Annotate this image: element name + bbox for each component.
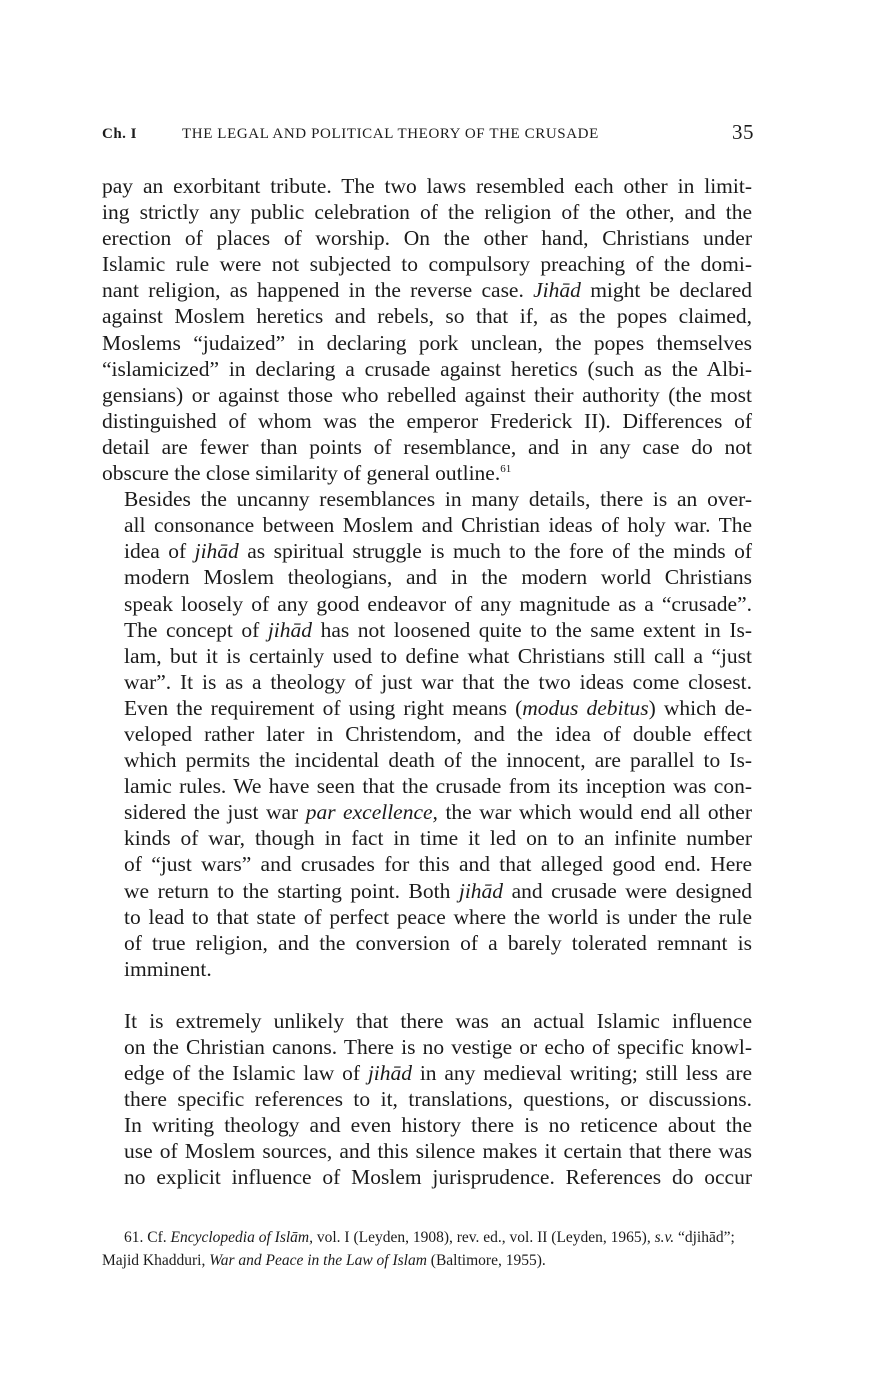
text-line: erection of places of worship. On the other hand, Christians under [102,226,752,251]
paragraph-1 [102,173,752,486]
text-line: veloped rather later in Christendom, and the idea of double effect [124,721,752,746]
text-line: Moslems “judaized” in declaring pork unclean, the popes themselves [102,330,752,355]
text-line: imminent. [124,956,212,981]
text-line: kinds of war, though in fact in time it led on to an infinite number [124,826,752,851]
text-line [102,878,752,904]
text-line: all consonance between Moslem and Christian ideas of holy war. The [124,513,752,538]
text-line: gensians) or against those who rebelled against their authority (the most [102,382,752,407]
text-fragment: The concept of [124,617,260,642]
italic-term: Jihād [533,278,581,303]
text-fragment: vol. I (Leyden, 1908), rev. ed., vol. II (Leyden, 1965), [316,1229,651,1246]
text-fragment: nant religion, as happened in the reverse case. [102,278,524,303]
text-fragment: we return to the starting point. Both [124,878,451,903]
chapter-label: Ch. I [102,126,138,142]
paragraph-2 [102,486,752,982]
text-fragment: the war which would end all other [445,800,752,825]
paragraph-3 [102,1008,752,1191]
text-fragment: “djihād”; [678,1229,735,1246]
italic-term: modus debitus [522,695,649,720]
footnote-61 [102,1226,752,1272]
text-line [102,538,752,564]
body-text [102,173,752,1191]
text-fragment: obscure the close similarity of general outline. [102,461,501,486]
text-line: which permits the incidental death of the innocent, are parallel to Is- [124,748,752,773]
text-fragment: edge of the Islamic law of [124,1061,360,1086]
citation-title: War and Peace in the Law of Islam [209,1252,427,1269]
footnote-line [102,1249,752,1272]
text-line: on the Christian canons. There is no vestige or echo of specific knowl- [124,1035,752,1059]
text-line [102,799,752,825]
text-line: “islamicized” in declaring a crusade against heretics (such as the Albi- [102,356,752,381]
text-line: Besides the uncanny resemblances in many details, there is an over- [124,487,752,512]
text-line: no explicit influence of Moslem jurisprudence. References do occur [124,1165,752,1190]
citation-title: Encyclopedia of Islām, [170,1229,313,1246]
text-fragment: ) which de- [648,695,752,720]
text-fragment: has not loosened quite to the same extent in Is- [320,617,753,642]
text-fragment: idea of [124,539,187,564]
text-fragment: and crusade were designed [511,878,753,903]
text-fragment: s.v. [654,1229,675,1246]
text-line: ing strictly any public celebration of the religion of the other, and the [102,200,752,225]
text-line: modern Moslem theologians, and in the modern world Christians [124,565,752,590]
text-line: there specific references to it, translations, questions, or discussions. [124,1087,752,1112]
text-fragment: (Baltimore, 1955). [430,1252,546,1269]
text-line: distinguished of whom was the emperor Frederick II). Differences of [102,408,752,433]
footnote-line [102,1226,752,1249]
text-line: lamic rules. We have seen that the crusade from its inception was con- [124,774,752,799]
text-line: pay an exorbitant tribute. The two laws resembled each other in limit- [102,174,752,198]
text-line [102,617,752,643]
text-fragment: Even the requirement of using right means ( [124,695,523,720]
italic-term: jihād [194,539,239,564]
text-line [102,695,752,721]
text-line [102,460,752,486]
text-line: It is extremely unlikely that there was an actual Islamic influence [124,1008,752,1033]
text-line [102,1060,752,1086]
text-line: Islamic rule were not subjected to compulsory preaching of the domi- [102,252,752,277]
italic-term: par excellence, [305,800,438,825]
text-line [102,277,752,303]
italic-term: jihād [267,617,313,642]
text-line: of “just wars” and crusades for this and that alleged good end. Here [124,852,752,877]
text-line: use of Moslem sources, and this silence makes it certain that there was [124,1139,752,1164]
text-line: against Moslem heretics and rebels, so that if, as the popes claimed, [102,304,752,329]
page-number: 35 [732,120,754,144]
text-line: In writing theology and even history there is no reticence about the [124,1113,752,1138]
running-title: THE LEGAL AND POLITICAL THEORY OF THE CRUSADE [182,126,599,142]
text-line: detail are fewer than points of resemblance, and in any case do not [102,434,752,459]
text-line: lam, but it is certainly used to define what Christians still call a “just [124,643,752,668]
text-line: war”. It is as a theology of just war that the two ideas come closest. [124,669,752,694]
text-fragment: as spiritual struggle is much to the fore of the minds of [247,539,753,564]
text-fragment: might be declared [590,278,753,303]
text-fragment: in any medieval writing; still less are [419,1061,753,1086]
italic-term: jihād [367,1061,413,1086]
text-line: speak loosely of any good endeavor of any magnitude as a “crusade”. [124,591,752,616]
italic-term: jihād [458,878,504,903]
text-fragment: Majid Khadduri, [102,1252,206,1269]
text-line: of true religion, and the conversion of a barely tolerated remnant is [124,930,752,955]
text-fragment: sidered the just war [124,800,299,825]
text-line: to lead to that state of perfect peace where the world is under the rule [124,904,752,929]
footnote-reference[interactable]: 61 [500,463,512,476]
text-fragment: 61. Cf. [124,1229,167,1246]
